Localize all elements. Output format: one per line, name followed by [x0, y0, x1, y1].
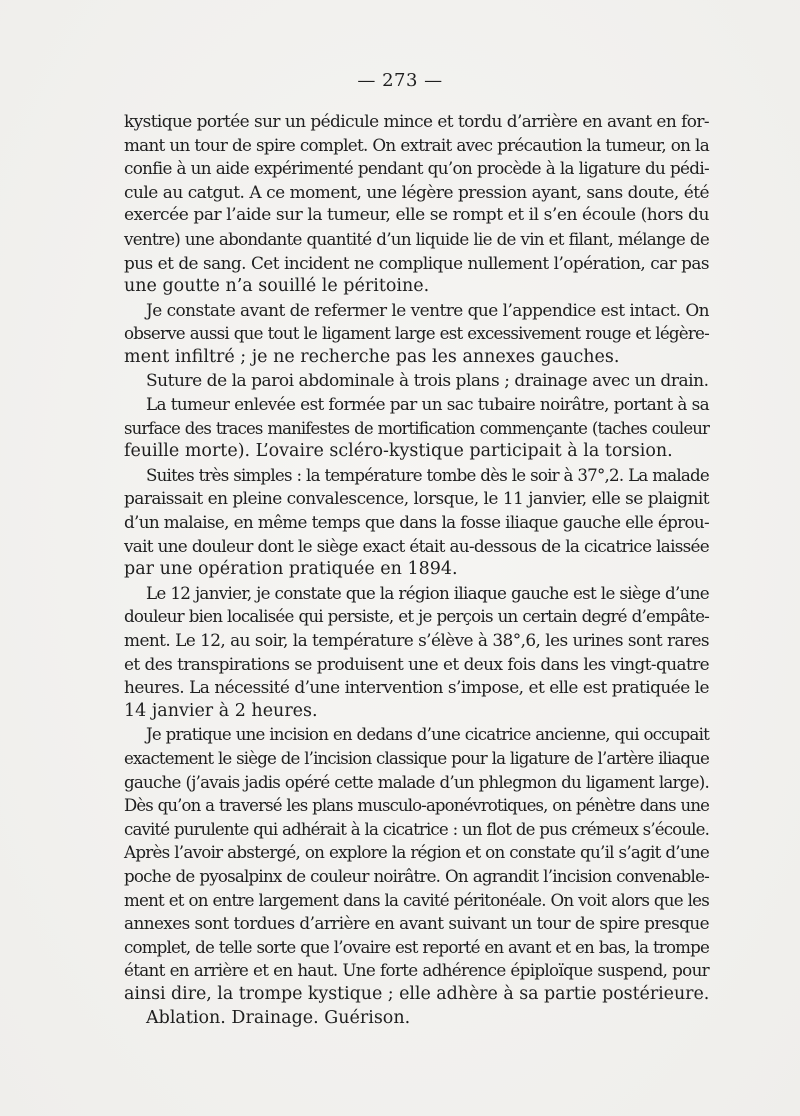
text-line: ment et on entre largement dans la cavité péritonéale. On voit alors que les [124, 890, 709, 910]
text-line: complet, de telle sorte que l’ovaire est reporté en avant et en bas, la trompe [124, 937, 709, 957]
text-line: pus et de sang. Cet incident ne complique nullement l’opération, car pas [124, 252, 709, 273]
paragraph [124, 110, 709, 299]
text-line: Je pratique une incision en dedans d’une cicatrice ancienne, qui occupait [146, 725, 709, 745]
paragraph [124, 1007, 709, 1031]
text-line: ment. Le 12, au soir, la température s’élève à 38°,6, les urines sont rares [124, 630, 709, 651]
text-line: annexes sont tordues d’arrière en avant suivant un tour de spire presque [124, 913, 709, 934]
paragraph [124, 723, 709, 1006]
text-line: Ablation. Drainage. Guérison. [146, 1007, 411, 1028]
text-line: La tumeur enlevée est formée par un sac tubaire noirâtre, portant à sa [146, 394, 709, 415]
text-line: surface des traces manifestes de mortification commençante (taches couleur [124, 418, 709, 438]
text-line: vait une douleur dont le siège exact était au-dessous de la cicatrice laissée [124, 535, 709, 556]
text-line: et des transpirations se produisent une et deux fois dans les vingt-quatre [124, 653, 709, 674]
text-line: gauche (j’avais jadis opéré cette malade d’un phlegmon du ligament large). [124, 772, 709, 792]
text-line: exactement le siège de l’incision classique pour la ligature de l’artère iliaque [124, 749, 709, 769]
text-line: confie à un aide expérimenté pendant qu’on procède à la ligature du pédi- [124, 158, 709, 179]
text-line: 14 janvier à 2 heures. [124, 700, 318, 721]
text-line: Je constate avant de refermer le ventre que l’appendice est intact. On [146, 299, 709, 320]
text-line: cavité purulente qui adhérait à la cicatrice : un flot de pus crémeux s’écoule. [124, 819, 709, 839]
text-line: ainsi dire, la trompe kystique ; elle adhère à sa partie postérieure. [124, 983, 710, 1004]
text-line: Après l’avoir abstergé, on explore la région et on constate qu’il s’agit d’une [124, 842, 709, 863]
paragraph [124, 393, 709, 464]
text-line: Le 12 janvier, je constate que la région iliaque gauche est le siège d’une [146, 582, 709, 603]
text-line: cule au catgut. A ce moment, une légère pression ayant, sans doute, été [124, 181, 709, 202]
paragraph [124, 464, 709, 582]
text-line: heures. La nécessité d’une intervention s’impose, et elle est pratiquée le [124, 677, 709, 698]
text-line: étant en arrière et en haut. Une forte adhérence épiploïque suspend, pour [124, 960, 709, 981]
text-line: d’un malaise, en même temps que dans la fosse iliaque gauche elle éprou- [124, 512, 709, 533]
paragraph [124, 370, 709, 394]
paragraph [124, 582, 709, 724]
text-line: paraissait en pleine convalescence, lorsque, le 11 janvier, elle se plaignit [124, 488, 709, 509]
text-line: Suture de la paroi abdominale à trois plans ; drainage avec un drain. [146, 370, 709, 391]
text-line: Suites très simples : la température tombe dès le soir à 37°,2. La malade [146, 465, 709, 485]
text-line: douleur bien localisée qui persiste, et je perçois un certain degré d’empâte- [124, 606, 709, 627]
text-line: ment infiltré ; je ne recherche pas les annexes gauches. [124, 346, 620, 367]
text-line: poche de pyosalpinx de couleur noirâtre. On agrandit l’incision convenable- [124, 867, 709, 886]
text-line: observe aussi que tout le ligament large est excessivement rouge et légère- [124, 324, 709, 344]
text-line: Dès qu’on a traversé les plans musculo-aponévrotiques, on pénètre dans une [124, 796, 709, 816]
page-number: — 273 — [357, 70, 443, 91]
text-line: une goutte n’a souillé le péritoine. [124, 276, 430, 297]
text-line: kystique portée sur un pédicule mince et tordu d’arrière en avant en for- [124, 111, 709, 131]
text-line: ventre) une abondante quantité d’un liquide lie de vin et filant, mélange de [124, 228, 709, 249]
text-line: feuille morte). L’ovaire scléro-kystique participait à la torsion. [124, 441, 673, 462]
text-line: exercée par l’aide sur la tumeur, elle se rompt et il s’en écoule (hors du [124, 205, 709, 226]
paragraph [124, 299, 709, 370]
text-line: par une opération pratiquée en 1894. [124, 559, 458, 580]
text-line: mant un tour de spire complet. On extrait avec précaution la tumeur, on la [124, 134, 709, 155]
body-text [124, 110, 709, 1030]
